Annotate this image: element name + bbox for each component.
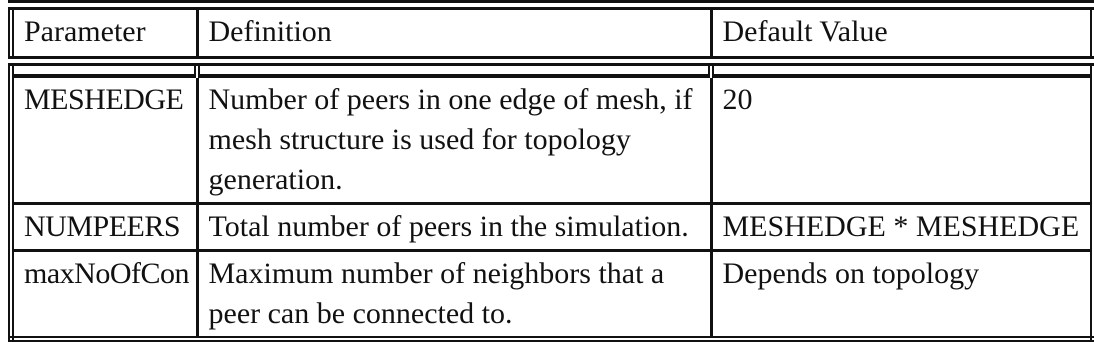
cell-default: Depends on topology [711,251,1093,340]
table-row [11,251,1093,340]
cell-definition: Number of peers in one edge of mesh, if mesh structure is used for topology generation. [197,76,711,204]
spacer-cell [11,61,197,76]
header-parameter: Parameter [11,5,197,61]
table-spacer [11,61,1093,76]
cell-parameter: maxNoOfCon [11,251,197,340]
cell-definition: Total number of peers in the simulation. [197,204,711,251]
cell-default: 20 [711,76,1093,204]
header-row [11,5,1093,61]
cell-default: MESHEDGE * MESHEDGE [711,204,1093,251]
table-row [11,204,1093,251]
spacer-cell [197,61,711,76]
cell-definition: Maximum number of neighbors that a peer can be connected to. [197,251,711,340]
header-definition: Definition [197,5,711,61]
table-row [11,76,1093,204]
cell-parameter: MESHEDGE [11,76,197,204]
spacer-row [11,61,1093,76]
spacer-cell [711,61,1093,76]
table-body [11,76,1093,339]
table-header [11,5,1093,61]
parameter-table-container [8,0,1090,342]
parameter-table [8,0,1094,342]
header-default-value: Default Value [711,5,1093,61]
cell-parameter: NUMPEERS [11,204,197,251]
